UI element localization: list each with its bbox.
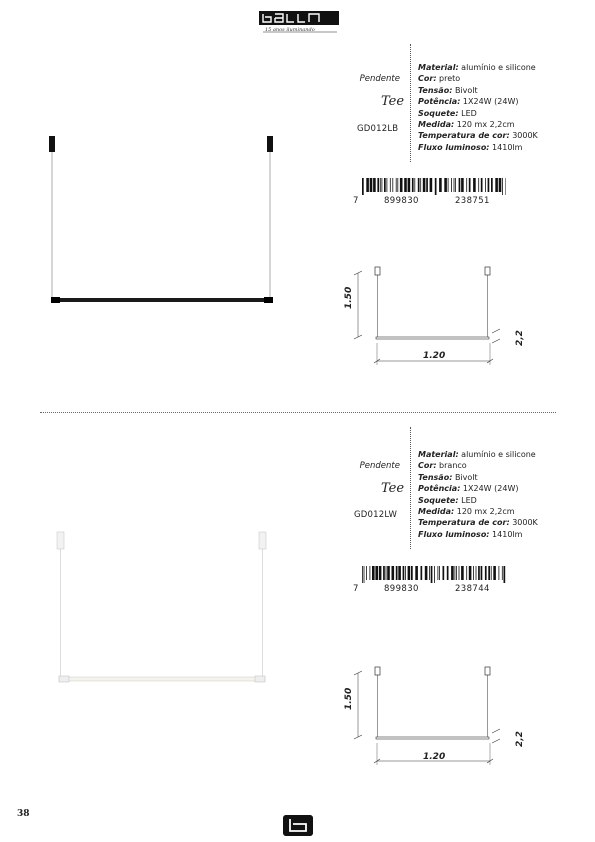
vertical-separator: [410, 427, 411, 549]
barcode-digit-1: 7: [353, 584, 359, 594]
spec-voltage: Tensão: Bivolt: [418, 85, 478, 95]
vertical-separator: [410, 44, 411, 162]
spec-color: Cor: preto: [418, 74, 461, 84]
spec-color: Cor: branco: [418, 461, 467, 471]
barcode-digits-2: 899830: [384, 196, 419, 206]
footer-logo: [283, 815, 313, 836]
dim-height: 1.50: [344, 286, 354, 309]
brand-tagline: 15 anos iluminando: [265, 27, 315, 33]
spec-color-temp: Temperatura de cor: 3000K: [418, 518, 538, 528]
product-category: Pendente: [359, 74, 400, 84]
product-category: Pendente: [359, 461, 400, 471]
spec-voltage: Tensão: Bivolt: [418, 472, 478, 482]
dim-depth: 2,2: [515, 731, 525, 747]
dim-height: 1.50: [344, 687, 354, 710]
barcode-digits-2: 899830: [384, 584, 419, 594]
spec-power: Potência: 1X24W (24W): [418, 484, 519, 494]
product-image-black: [40, 130, 290, 315]
barcode-digit-1: 7: [353, 196, 359, 206]
page-number: 38: [17, 809, 30, 819]
dim-width: 1.20: [423, 351, 446, 361]
product-image-white: [40, 520, 290, 690]
dim-width: 1.20: [423, 752, 446, 762]
spec-list: [418, 62, 568, 153]
product-code: GD012LW: [354, 510, 398, 520]
barcode: [362, 566, 506, 583]
bella-logo: [259, 11, 339, 37]
spec-luminous-flux: Fluxo luminoso: 1410lm: [418, 142, 523, 152]
dim-depth: 2,2: [515, 330, 525, 346]
spec-power: Potência: 1X24W (24W): [418, 97, 519, 107]
spec-luminous-flux: Fluxo luminoso: 1410lm: [418, 529, 523, 539]
spec-size: Medida: 120 mx 2,2cm: [418, 120, 515, 130]
section-divider: [40, 412, 556, 413]
barcode: [362, 178, 506, 195]
barcode-digits-3: 238751: [455, 196, 490, 206]
barcode-digits-3: 238744: [455, 584, 490, 594]
spec-color-temp: Temperatura de cor: 3000K: [418, 131, 538, 141]
spec-size: Medida: 120 mx 2,2cm: [418, 507, 515, 517]
spec-socket: Soquete: LED: [418, 108, 477, 118]
product-name: Tee: [381, 481, 405, 496]
product-name: Tee: [381, 94, 405, 109]
spec-socket: Soquete: LED: [418, 495, 477, 505]
spec-list: [418, 449, 568, 540]
product-code: GD012LB: [357, 124, 399, 134]
spec-material: Material: alumínio e silicone: [418, 450, 536, 459]
spec-material: Material: alumínio e silicone: [418, 63, 536, 72]
